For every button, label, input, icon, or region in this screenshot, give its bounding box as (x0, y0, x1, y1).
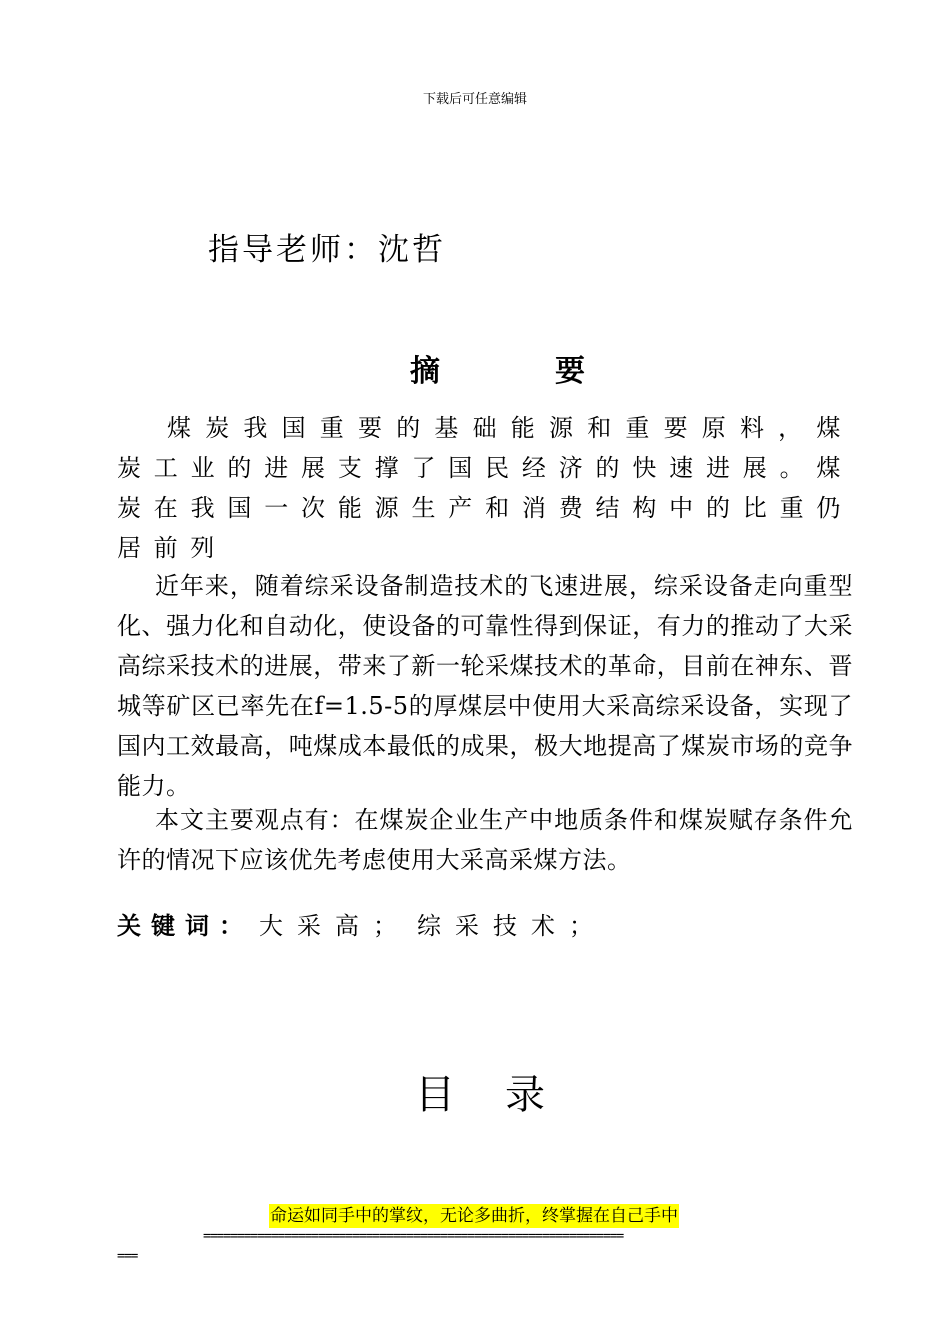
abstract-paragraph-1: 煤炭我国重要的基础能源和重要原料，煤炭工业的进展支撑了国民经济的快速进展。煤炭在我国一次能源生产和消费结构中的比重仍居前列 (117, 414, 853, 562)
keyword-item: 综采技术； (417, 912, 607, 940)
keywords-label: 关键词： (117, 911, 253, 940)
abstract-paragraph-3: 本文主要观点有：在煤炭企业生产中地质条件和煤炭赋存条件允许的情况下应该优先考虑使用大采高采煤方法。 (117, 806, 853, 874)
abstract-paragraph-2: 近年来，随着综采设备制造技术的飞速进展，综采设备走向重型化、强力化和自动化，使设备的可靠性得到保证，有力的推动了大采高综采技术的进展，带来了新一轮采煤技术的革命，目前在神东、晋城等矿区已率先在f=1.5-5的厚煤层中使用大采高综采设备，实现了国内工效最高，吨煤成本最低的成果，极大地提高了煤炭市场的竞争能力。 (117, 572, 853, 800)
advisor-line: 指导老师：沈哲 (208, 232, 446, 268)
footer-motto: 命运如同手中的掌纹，无论多曲折，终掌握在自己手中 (270, 1206, 678, 1226)
footer-rule-end: === (117, 1249, 138, 1264)
keywords-line (117, 906, 607, 946)
abstract-heading-char-1: 摘 (410, 354, 440, 389)
toc-heading-char-2: 录 (505, 1072, 545, 1118)
keyword-item: 大采高； (259, 912, 411, 940)
toc-heading-char-1: 目 (415, 1072, 455, 1118)
footer-rule: ============================================================== (203, 1229, 624, 1244)
toc-heading (415, 1068, 545, 1122)
page-header-note: 下载后可任意编辑 (422, 92, 527, 107)
abstract-heading-char-2: 要 (555, 354, 585, 389)
abstract-heading (410, 352, 585, 392)
